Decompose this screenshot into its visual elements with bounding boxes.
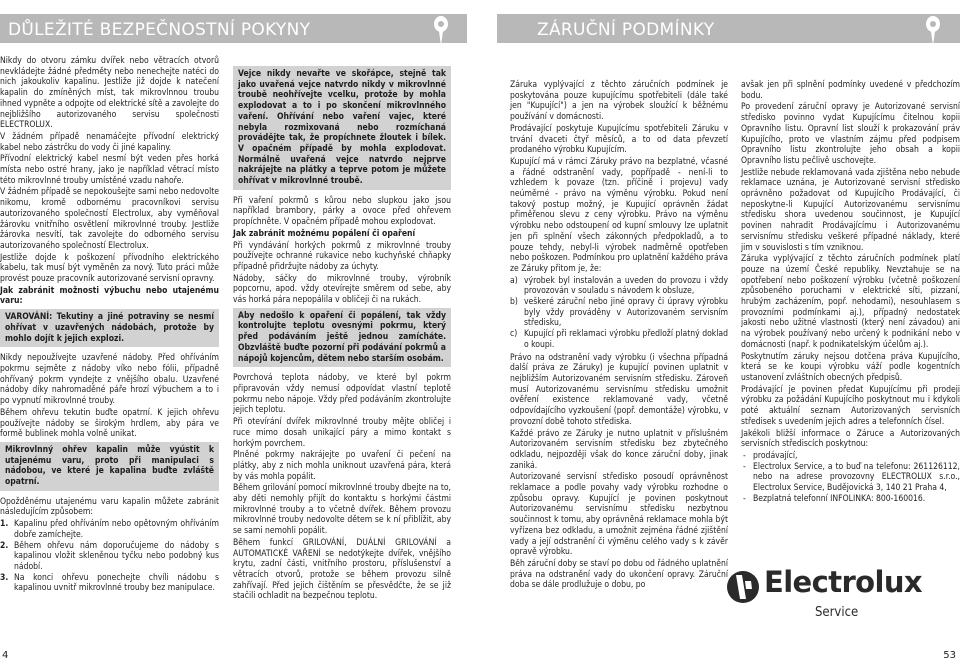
warning-box: VAROVÁNÍ: Tekutiny a jiné potraviny se nesmí ohřívat v uzavřených nádobách, protože by mohlo dojít k jejich explozi.: [0, 309, 219, 347]
left-page-title: DŮLEŽITÉ BEZPEČNOSTNÍ POKYNY: [8, 20, 311, 40]
paragraph: Prodávající poskytuje Kupujícímu spotřebiteli Záruku v trvání dvaceti čtyř měsíců, a to od data převzetí prodaného výrobku Kupujícím.: [510, 123, 728, 156]
paragraph: Nikdy do otvoru zámku dvířek nebo větracích otvorů nevkládejte žádné předměty nebo nenechejte natéci do nich jakoukoliv kapalinu. Jestliže již dojde k natečení kapalin do zmíněných míst, tak mikrovlnnou troubu ihned vypněte a odpojte od elektrické sítě a zavolejte do nejbližšího autorizovaného servisu společnosti ELECTROLUX.: [0, 56, 219, 131]
paragraph: Záruka vyplývající z těchto záručních podmínek platí pouze na území České republiky. Nevztahuje se na opotřebení nebo poškození výrobku (včetně poškození způsobeného poruchami v elektrické síti, pizzaní, hrubým zacházením, popř. nehodami), nesouhlasem s provozními podmínkami aj.), případný nedostatek jakosti nebo užitné vlastnosti (který není závadou) ani na výrobek používaný nebo určený k podnikání nebo v domácnosti (např. k podnikatelským účelům aj.).: [741, 254, 960, 350]
paragraph: Během funkcí GRILOVÁNÍ, DUÁLNÍ GRILOVÁNÍ a AUTOMATICKÉ VAŘENÍ se nedotýkejte dvířek, vnějšího krytu, zadní části, vnitřního prostoru, příslušenství a větracích otvorů, protože se během provozu silně zahřívají. Před jejich čištěním se přesvědčte, že se již stačili ochladit na bezpečnou teplotu.: [233, 537, 451, 602]
list-item: c) Kupující při reklamaci výrobku předloží platný doklad o koupi.: [510, 329, 728, 350]
paragraph: Kupující má v rámci Záruky právo na bezplatné, včasné a řádné odstranění vady, popřípadě - není-li to vzhledem k povaze (tzn. příčině i projevu) vady neúměrné - právo na výměnu výrobku. Pokud není takový postup možný, je Kupující oprávněn žádat přiměřenou slevu z ceny výrobku. Právo na výměnu výrobku nebo odstoupení od kupní smlouvy lze uplatnit jen při splnění všech zákonných předpokladů, a to pouze tehdy, nebyl-li výrobek nadměrně opotřeben nebo poškozen. Podmínkou pro uplatnění každého práva ze Záruky přitom je, že:: [510, 156, 728, 274]
paragraph: Nikdy nepoužívejte uzavřené nádoby. Před ohříváním pokrmu sejměte z nádoby víko nebo fólii, případně ohřívaný pokrm vyndejte z vnějšího obalu. Uzavřené nádoby díky nahromaděné páře hrozí výbuchem a to i po vypnutí mikrovlnné trouby.: [0, 353, 219, 407]
list-item: 1. Kapalinu před ohříváním nebo opětovným ohříváním dobře zamíchejte.: [0, 519, 219, 540]
spoon-icon: [923, 16, 943, 48]
paragraph: Při vyndávání horkých pokrmů z mikrovlnné trouby používejte ochranné rukavice nebo kuchyňské chňapky případně přidržujte nádoby za úchyty.: [233, 240, 451, 272]
paragraph: Každé právo ze Záruky je nutno uplatnit v příslušném Autorizovaném servisním středisku bez zbytečného odkladu, nejpozději však do konce záruční doby, jinak zaniká.: [510, 428, 728, 471]
numbered-list: [0, 519, 219, 594]
paragraph: Autorizované servisní středisko posoudí oprávněnost reklamace a podle povahy vady výrobku rozhodne o způsobu opravy. Kupující je povinen poskytnout Autorizovanému servisnímu středisku nezbytnou součinnost k tomu, aby oprávněná reklamace mohla být vyřízena bez odkladu, a umožnit zejména řádné zjištění vady a její odstranění či výměnu celého vady s k závěr opravě výrobku.: [510, 472, 728, 558]
paragraph: Při vaření pokrmů s kůrou nebo slupkou jako jsou například brambory, párky a ovoce před ohřevem propíchněte. V opačném případě mohou explodovat.: [233, 195, 451, 228]
paragraph: Po provedení záruční opravy je Autorizované servisní středisko povinno vydat Kupujícímu čitelnou kopii Opravního listu. Opravní list slouží k prokazování práv Kupujícího, proto ve vlastním zájmu před podpisem Opravního listu zkontrolujte jeho obsah a kopii Opravního listu pečlivě uschovejte.: [741, 102, 960, 166]
paragraph: Jestliže nebude reklamovaná vada zjištěna nebo nebude reklamace uznána, je Autorizované servisní středisko oprávněno požadovat od Kupujícího Prodávající, či neposkytne-li Kupující Autorizovanému servisnímu středisku shora uvedenou součinnost, je Kupující povinen nahradit Prodávajícímu i Autorizovanému servisnímu středisku veškeré případné náklady, které jim v souvislosti s tím vzniknou.: [741, 167, 960, 253]
condition-list: [510, 276, 728, 351]
page-number-left: 4: [2, 650, 9, 661]
paragraph: Prodávající je povinen předat Kupujícímu při prodeji výrobku za požádání Kupujícího poskytnout mu i kdykoli poté aktuální seznam Autorizovaných servisních středisek s uvedením jejich adres a telefonních čísel.: [741, 384, 960, 427]
notice-box: Vejce nikdy nevařte ve skořápce, stejně tak jako uvařená vejce natvrdo nikdy v mikrovlnné troubě neohřívejte vcelku, protože by mohla explodovat a to i po skončení mikrovlnného vaření. Ohřívání nebo vaření vajec, které nebyla rozmixovaná nebo rozmíchaná provádějte tak, že propíchnete žloutek i bílek. V opačném případě by mohla explodovat. Normálně uvařená vejce natvrdo nejprve nakrájejte na plátky a teprve potom je můžete ohřívat v mikrovlnné troubě.: [233, 66, 451, 190]
paragraph: V žádném případě nenamáčejte přívodní elektrický kabel nebo zástrčku do vody či jiné kapaliny.: [0, 131, 219, 153]
paragraph: avšak jen při splnění podmínky uvedené v předchozím bodu.: [741, 80, 960, 101]
notice-box: Mikrovlnný ohřev kapalin může vyústit k utajenému varu, proto při manipulaci s nádobou, ve které je kapalina buďte zvláště opatrní.: [0, 442, 219, 491]
paragraph: Jestliže dojde k poškození přívodního elektrického kabelu, tak musí být vyměněn za nový. Tuto práci může provést pouze pracovník autorizované servisní opravny.: [0, 252, 219, 285]
paragraph: Během ohřevu tekutin buďte opatrní. K jejich ohřevu používejte nádoby se širokým hrdlem, aby pára ve formě bublinek mohla volně unikat.: [0, 407, 219, 440]
section-heading: Jak zabránit možnému popálení či opaření: [233, 228, 416, 239]
paragraph: Právo na odstranění vady výrobku (i všechna případná další práva ze Záruky) je kupující povinen uplatnit v nejbližším Autorizovaném servisním středisku. Zároveň musí Autorizovanému servisnímu středisku umožnit ověření existence reklamované vady, včetně odpovídajícího vyzkoušení (popř. demontáže) výrobku, v provozní době tohoto střediska.: [510, 352, 728, 427]
paragraph: Povrchová teplota nádoby, ve které byl pokrm připravován vždy nemusí odpovídat vlastní teplotě pokrmu nebo nápoje. Vždy před podáváním zkontrolujte jejich teplotu.: [233, 373, 451, 416]
safety-column-1: [0, 56, 219, 596]
list-item: b) veškeré záruční nebo jiné opravy či úpravy výrobku byly vždy prováděny v Autorizovaném servisním středisku,: [510, 297, 728, 329]
warranty-column-1: [510, 80, 728, 592]
paragraph: Nádoby, sáčky do mikrovlnné trouby, výrobník popcornu, apod. vždy otevírejte směrem od sebe, aby vás horká pára nepopálila v obličeji či na rukách.: [233, 273, 451, 306]
paragraph: Přívodní elektrický kabel nesmí být veden přes horká místa nebo ostré hrany, jako je například větrací místo této mikrovlnné trouby umístěné vzadu nahoře.: [0, 154, 219, 186]
brand-name: Electrolux: [764, 565, 922, 599]
right-page-title: ZÁRUČNÍ PODMÍNKY: [537, 20, 715, 40]
paragraph: Jakékoli bližší informace o Záruce a Autorizovaných servisních střediscích poskytnou:: [741, 428, 960, 450]
safety-column-2: [233, 64, 451, 603]
paragraph: Při otevírání dvířek mikrovlnné trouby mějte obličej i ruce mimo dosah unikající páry a mimo kontakt s horkým povrchem.: [233, 417, 451, 449]
electrolux-service-logo: [727, 565, 922, 625]
list-item: - Bezplatná telefonní INFOLINKA: 800-160016.: [741, 494, 960, 505]
spoon-icon: [431, 16, 451, 48]
list-item: 3. Na konci ohřevu ponechejte chvíli nádobu s kapalinou uvnitř mikrovlnné trouby bez manipulace.: [0, 572, 219, 594]
paragraph: Během grilování pomocí mikrovlnné trouby dbejte na to, aby děti nemohly přijít do kontaktu s horkými částmi mikrovlnné trouby a to včetně dvířek. Během provozu mikrovlnné trouby nedovolte dětem se k ní přiblížit, aby se sami nemohli popálit.: [233, 483, 451, 537]
paragraph: Záruka vyplývající z těchto záručních podmínek je poskytována pouze kupujícímu spotřebiteli (dále také jen "Kupující") a jen na výrobek sloužící k běžnému používání v domácnosti.: [510, 80, 728, 123]
paragraph: Poskytnutím záruky nejsou dotčena práva Kupujícího, která se ke koupi výrobku váží podle kogentních ustanovení zvláštních obecných předpisů.: [741, 351, 960, 383]
paragraph: Opožděnému utajenému varu kapalin můžete zabránit následujícím způsobem:: [0, 496, 219, 518]
paragraph: Běh záruční doby se staví po dobu od řádného uplatnění práva na odstranění vady do ukončení opravy. Záruční doba se dále prodlužuje o dobu, po: [510, 558, 728, 591]
contact-list: [741, 451, 960, 505]
electrolux-logo-icon: [727, 569, 759, 605]
page-number-right: 53: [943, 650, 956, 661]
brand-service-label: Service: [815, 605, 859, 620]
section-heading: Jak zabránit možnosti výbuchu nebo utajenému varu:: [0, 285, 219, 307]
paragraph: Plněné pokrmy nakrájejte po uvaření či pečení na plátky, aby z nich mohla uniknout uzavřená pára, která by vás mohla popálit.: [233, 450, 451, 482]
list-item: - prodávající,: [741, 451, 960, 462]
left-header-bar: [0, 14, 467, 43]
warranty-column-2: [741, 80, 960, 504]
paragraph: V žádném případě se nepokoušejte sami nebo nedovolte nikomu, kromě odbornému pracovníkovi servisu autorizovaného společností Electrolux, aby vyměňoval žárovku vnitřního osvětlení mikrovlnné trouby. Jestliže žárovka nesvítí, tak zavolejte do odborného servisu autorizovaného společností Electrolux.: [0, 187, 219, 251]
list-item: 2. Během ohřevu nám doporučujeme do nádoby s kapalinou vložit skleněnou tyčku nebo podobný kus nádobí.: [0, 540, 219, 572]
list-item: - Electrolux Service, a to buď na telefonu: 261126112, nebo na adrese provozovny ELECTROLUX s.r.o., Electrolux Service, Budějovická 3, 140 21 Praha 4,: [741, 462, 960, 494]
right-header-bar: [497, 14, 960, 43]
list-item: a) výrobek byl instalován a uveden do provozu i vždy provozován v souladu s návodem k obsluze,: [510, 275, 728, 297]
notice-box: Aby nedošlo k opaření či popálení, tak vždy kontrolujte teplotu ovesnými pokrmu, který před podáváním ještě jednou zamícháte. Obzvláště buďte pozorní při podávání pokrmů a nápojů kojencům, dětem nebo starším osobám.: [233, 308, 451, 368]
